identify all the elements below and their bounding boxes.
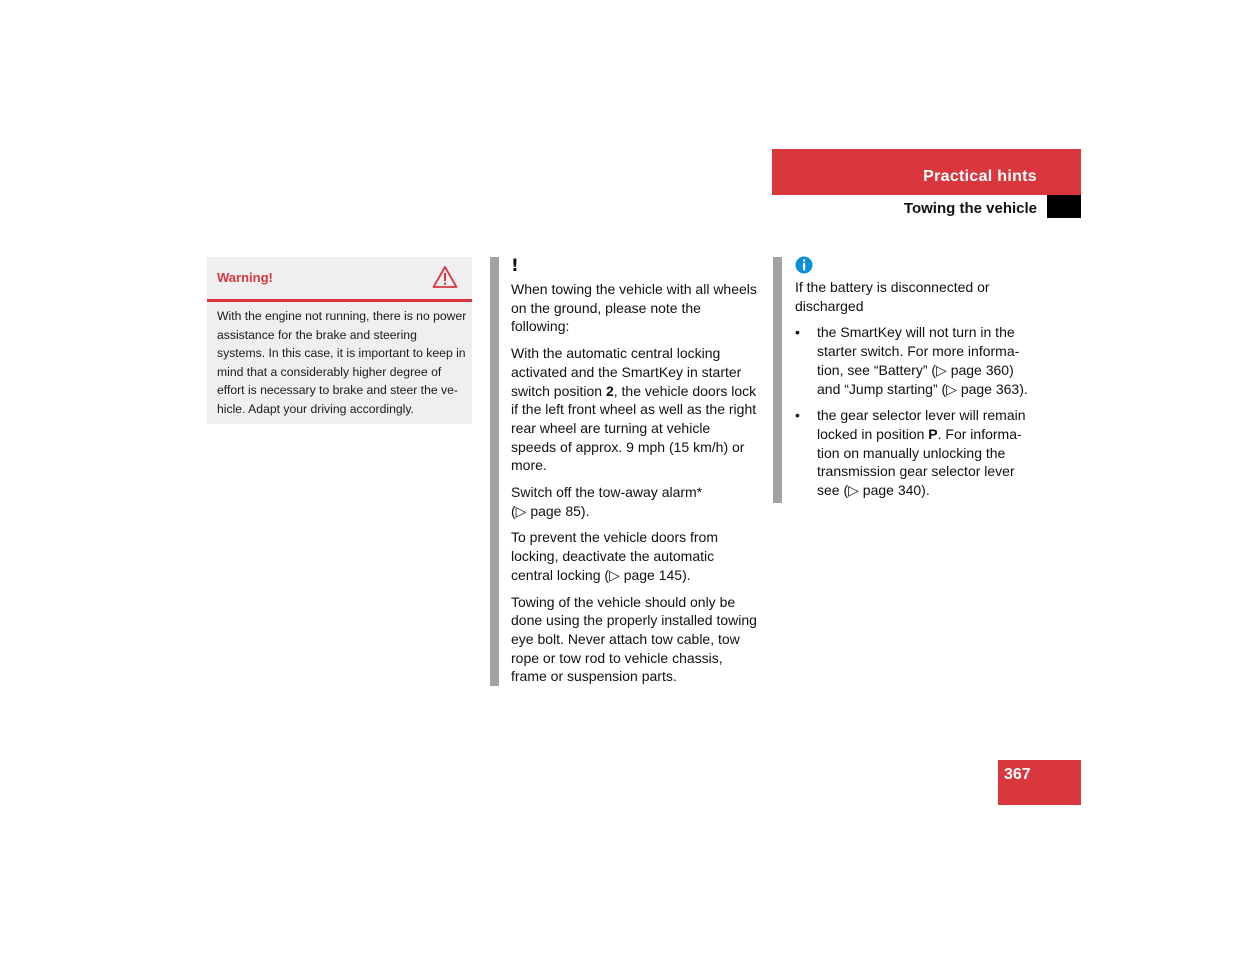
page-number: 367 bbox=[1004, 766, 1031, 783]
bullet: • bbox=[795, 324, 800, 341]
notice-paragraph-towing: Towing of the vehicle should only be done using the properly installed towing eye bolt. Never attach tow cable, tow rope or tow rod to vehicle chassis, frame or suspension parts. bbox=[511, 593, 757, 685]
warning-title: Warning! bbox=[217, 270, 273, 285]
notice-paragraph-locking: With the automatic central locking activated and the SmartKey in starter switch position 2, the vehicle doors lock if the left front wheel as well as the right rear wheel are turning at vehicle speeds of approx. 9 mph (15 km/h) or more. bbox=[511, 345, 757, 474]
info-intro: If the battery is disconnected or discharged bbox=[795, 279, 990, 314]
warning-box bbox=[207, 257, 472, 424]
warning-header bbox=[207, 257, 472, 302]
section-title: Practical hints bbox=[923, 168, 1037, 185]
warning-triangle-icon bbox=[432, 265, 458, 289]
gear-position: P bbox=[928, 425, 938, 442]
notice-side-bar bbox=[490, 257, 499, 686]
bullet: • bbox=[795, 407, 800, 424]
notice-column bbox=[511, 256, 759, 694]
info-icon bbox=[795, 256, 813, 274]
notice-intro: When towing the vehicle with all wheels on the ground, please note the following: bbox=[511, 281, 757, 335]
subsection-title: Towing the vehicle bbox=[903, 200, 1037, 217]
info-side-bar bbox=[773, 257, 782, 503]
subsection-title-row bbox=[772, 195, 1047, 222]
page-number-box bbox=[998, 760, 1081, 805]
section-header-bar bbox=[772, 149, 1081, 195]
notice-paragraph-alarm: Switch off the tow-away alarm* (▷ page 85). bbox=[511, 484, 703, 519]
header-marker bbox=[1047, 195, 1081, 218]
page-reference: (▷ page 85). bbox=[511, 502, 590, 519]
warning-text: With the engine not running, there is no power assistance for the brake and steering systems. In this case, it is important to keep in mind that a considerably higher degree of effort is necessary to brake and steer the ve-hicle. Adapt your driving accordingly. bbox=[217, 309, 467, 416]
info-column bbox=[795, 256, 1035, 508]
list-item: • the SmartKey will not turn in the starter switch. For more informa-tion, see “Battery” (▷ page 360) and “Jump starting” (▷ page 363). bbox=[795, 324, 1028, 397]
notice-exclamation-icon: ! bbox=[511, 256, 519, 276]
notice-paragraph-deactivate: To prevent the vehicle doors from locking, deactivate the automatic central locking (▷ page 145). bbox=[511, 529, 718, 583]
switch-position: 2 bbox=[605, 382, 614, 399]
info-bullet-list bbox=[795, 323, 1035, 499]
list-item: • the gear selector lever will remain locked in position P. For informa-tion on manually unlocking the transmission gear selector lever see (▷ page 340). bbox=[795, 407, 1026, 499]
